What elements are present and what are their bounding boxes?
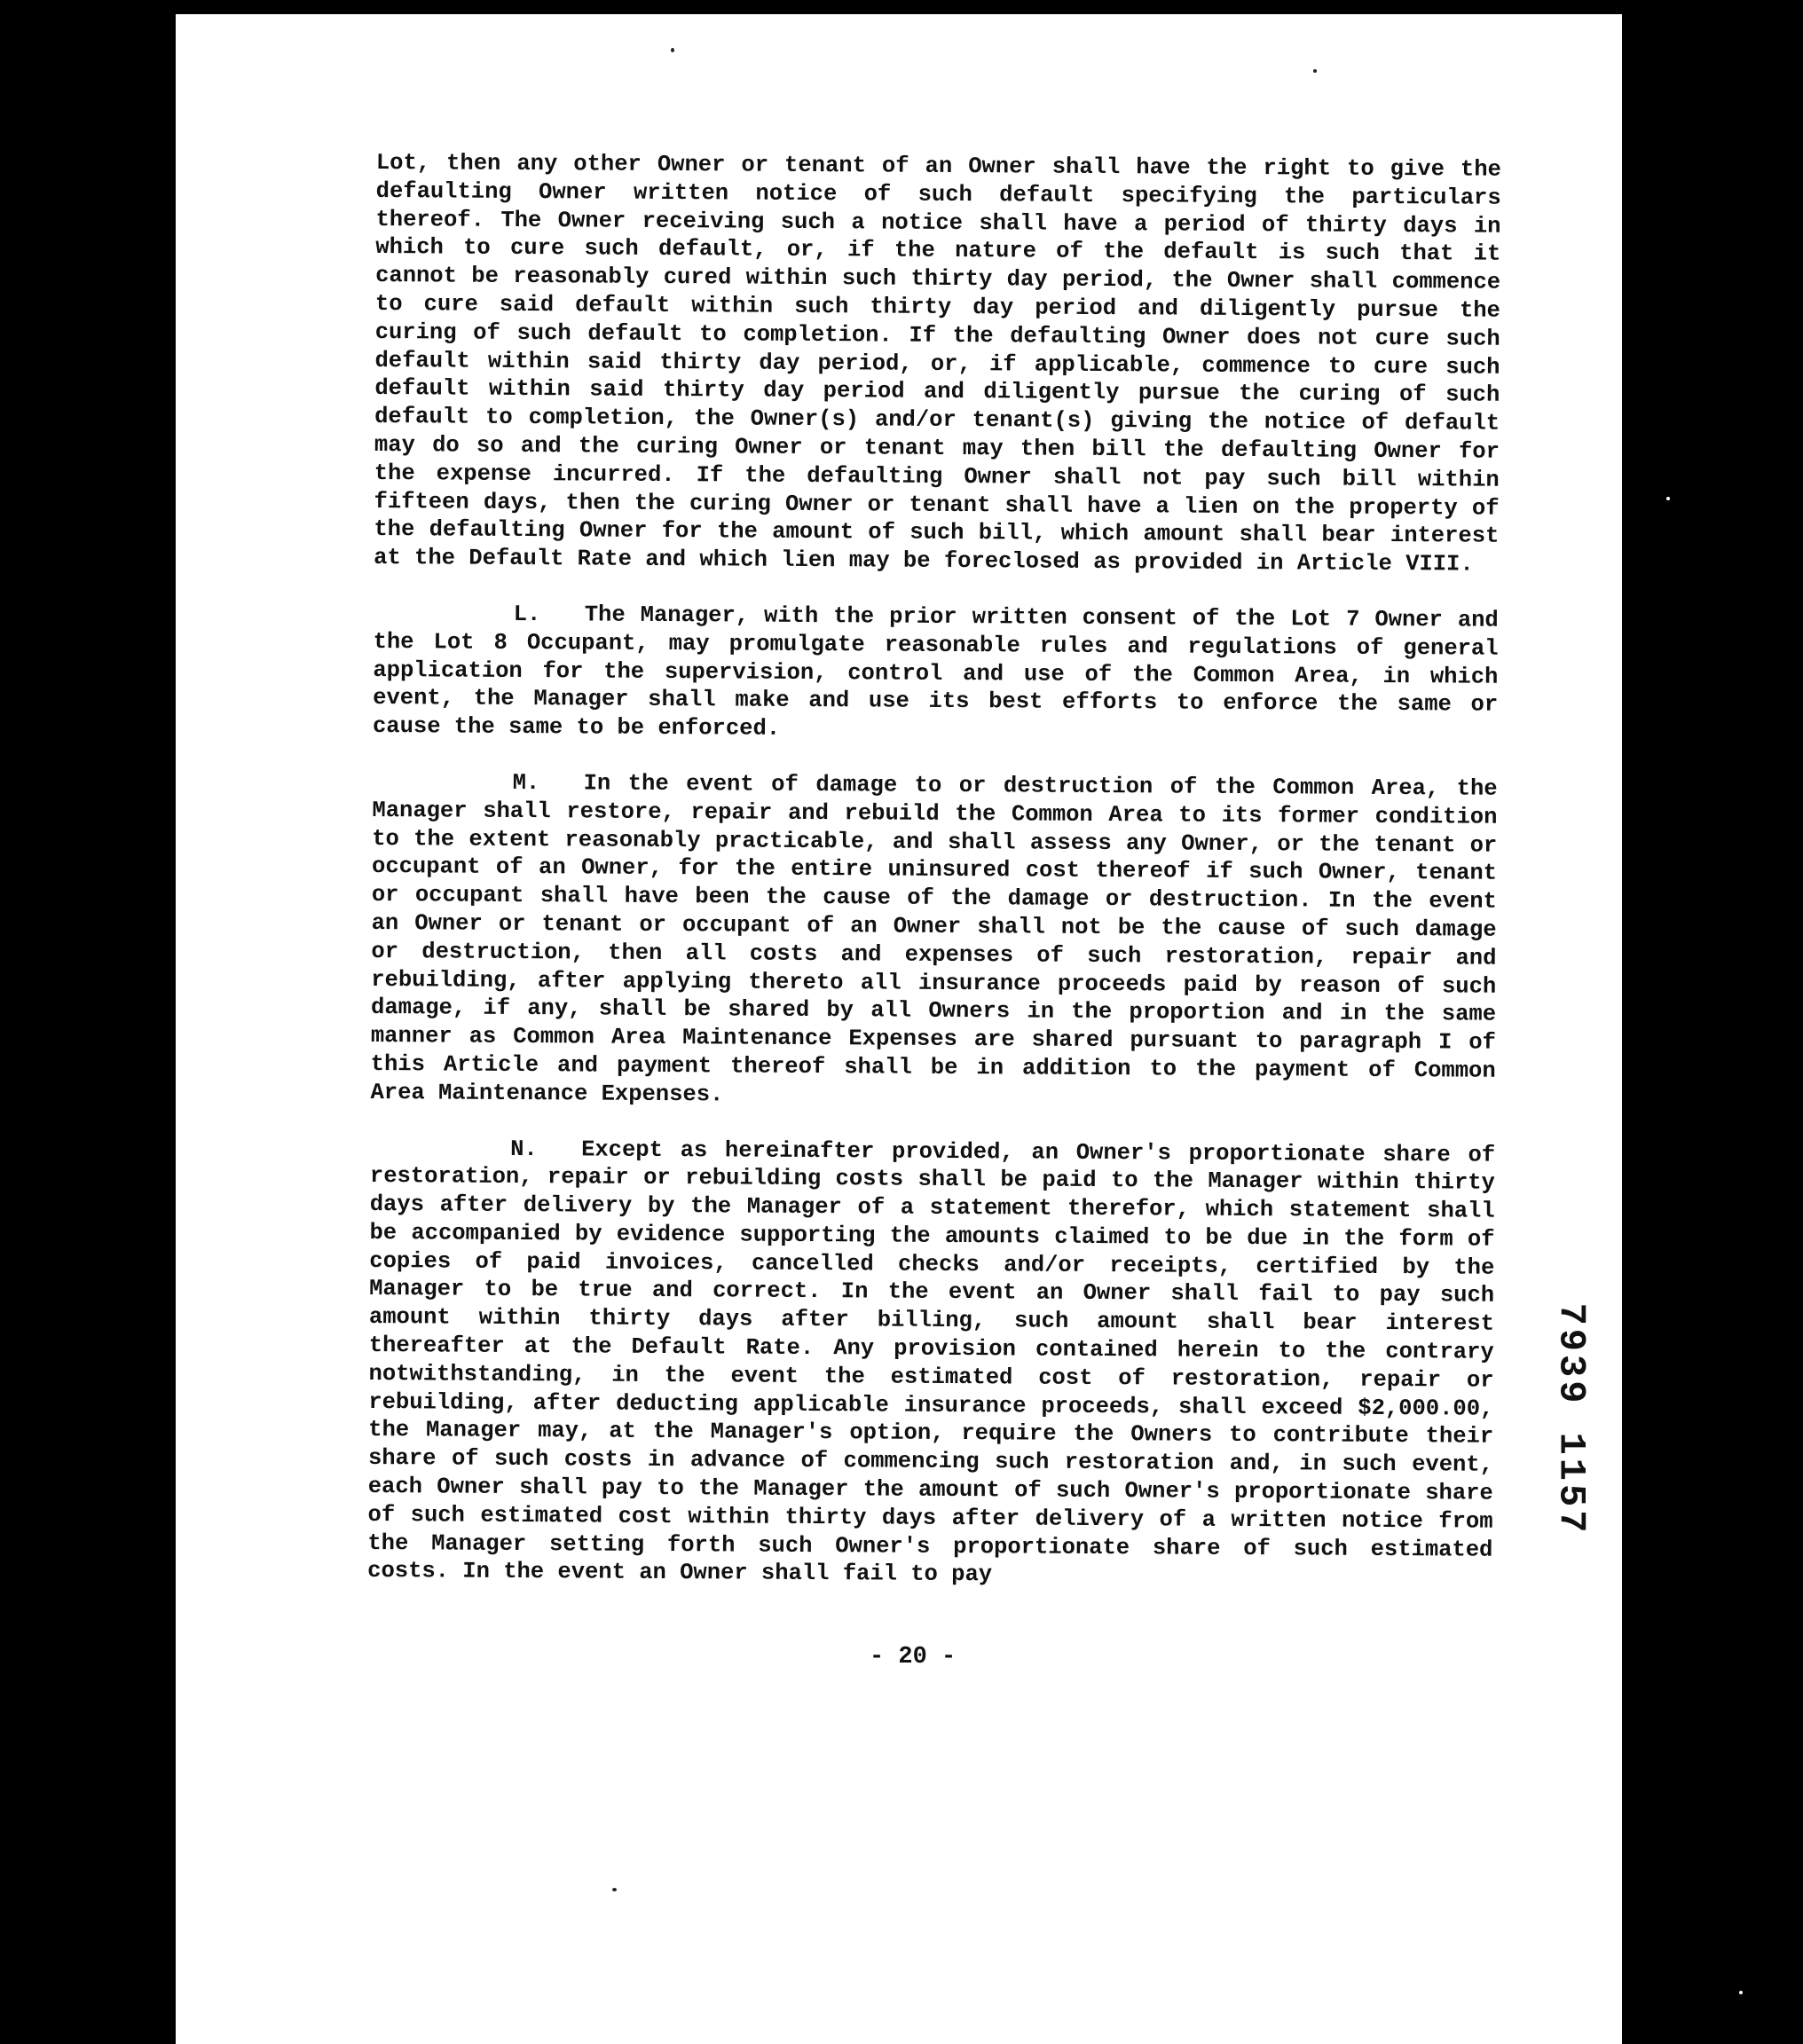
scan-speck (232, 135, 236, 138)
body-text (367, 149, 1501, 1620)
book-page-stamp: 7939 1157 (1549, 1302, 1592, 1537)
paragraph-text: Except as hereinafter provided, an Owner's proportionate share of restoration, repair or rebuilding costs shall be paid to the Manager within thirty days after delivery by the Manager of a statement therefor, which statement shall be accompanied by evidence supporting the amounts claimed to be due in the form of copies of paid invoices, cancelled checks and/or receipts, certified by the Manager to be true and correct. In the event an Owner shall fail to pay such amount within thirty days after billing, such amount shall bear interest thereafter at the Default Rate. Any provision contained herein to the contrary notwithstanding, in the event the estimated cost of restoration, repair or rebuilding, after deducting applicable insurance proceeds, shall exceed $2,000.00, the Manager may, at the Manager's option, require the Owners to contribute their share of such costs in advance of commencing such restoration and, in such event, each Owner shall pay to the Manager the amount of such Owner's proportionate share of such estimated cost within thirty days after delivery of a written notice from the Manager setting forth such Owner's proportionate share of such estimated costs. In the event an Owner shall fail to pay (367, 1136, 1496, 1588)
scan-speck (657, 2026, 659, 2029)
scan-speck (1416, 1978, 1419, 1981)
scan-speck (263, 62, 266, 66)
margin-stamp (1544, 1278, 1597, 1561)
scan-speck (282, 103, 287, 107)
paragraph-label: N. (510, 1136, 538, 1162)
scan-speck (1666, 497, 1670, 500)
paragraph-text: In the event of damage to or destruction of the Common Area, the Manager shall restore, repair and rebuild the Common Area to its former condition to the extent reasonably practicable, and shall assess any Owner, or the tenant or occupant of an Owner, for the entire uninsured cost thereof if such Owner, tenant or occupant shall have been the cause of the damage or destruction. In the event an Owner or tenant or occupant of an Owner shall not be the cause of such damage or destruction, then all costs and expenses of such restoration, repair and rebuilding, after applying thereto all insurance proceeds paid by reason of such damage, if any, shall be shared by all Owners in the proportion and in the same manner as Common Area Maintenance Expenses are shared pursuant to paragraph I of this Article and payment thereof shall be in addition to the payment of Common Area Maintenance Expenses. (370, 770, 1498, 1108)
scan-speck (209, 1968, 213, 1971)
scan-speck (273, 23, 279, 29)
paragraph-label: M. (512, 769, 540, 797)
paragraph-M (370, 768, 1497, 1113)
paragraph-L (373, 600, 1499, 748)
paragraph-N (367, 1134, 1495, 1592)
scan-speck (1739, 1991, 1743, 1994)
page-number: - 20 - (870, 1644, 957, 1671)
scan-speck (272, 110, 275, 114)
scan-speck (612, 1888, 617, 1891)
paragraph-text: Lot, then any other Owner or tenant of an Owner shall have the right to give the defaulting Owner written notice of such default specifying the particulars thereof. The Owner receiving such a notice shall have a period of thirty days in which to cure such default, or, if the nature of the default is such that it cannot be reasonably cured within such thirty day period, the Owner shall commence to cure said default within such thirty day period and diligently pursue the curing of such default to completion. If the defaulting Owner does not cure such default within said thirty day period, or, if applicable, commence to cure such default within said thirty day period and diligently pursue the curing of such default to completion, the Owner(s) and/or tenant(s) giving the notice of default may do so and the curing Owner or tenant may then bill the defaulting Owner for the expense incurred. If the defaulting Owner shall not pay such bill within fifteen days, then the curing Owner or tenant shall have a lien on the property of the defaulting Owner for the amount of such bill, which amount shall bear interest at the Default Rate and which lien may be foreclosed as provided in Article VIII. (374, 149, 1501, 578)
paragraph-label: L. (513, 601, 541, 628)
paragraph-continuation (374, 149, 1501, 579)
paragraph-text: The Manager, with the prior written consent of the Lot 7 Owner and the Lot 8 Occupant, may promulgate reasonable rules and regulations of general application for the supervision, control and use of the Common Area, in which event, the Manager shall make and use its best efforts to enforce the same or cause the same to be enforced. (372, 601, 1499, 742)
scan-speck (1313, 69, 1317, 73)
scan-speck (671, 48, 674, 52)
scan-speck (232, 51, 236, 55)
scan-speck (250, 142, 254, 145)
